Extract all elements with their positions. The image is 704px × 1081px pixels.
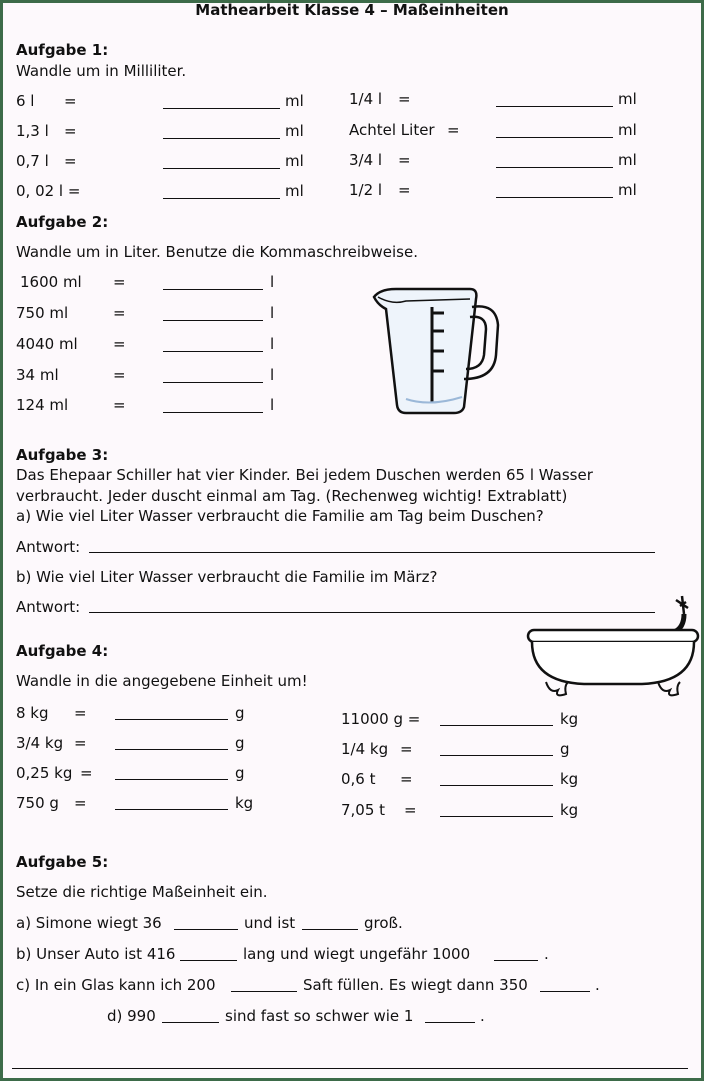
sentence-part: . (595, 976, 600, 994)
task1-instruction: Wandle um in Milliliter. (16, 62, 187, 80)
sentence-part: . (480, 1007, 485, 1025)
task1-left-eq: = (64, 152, 77, 170)
task1-right-eq: = (398, 181, 411, 199)
sentence-part: d) 990 (107, 1007, 156, 1025)
answer-blank[interactable] (163, 198, 280, 199)
answer-blank[interactable] (231, 991, 297, 992)
page-title: Mathearbeit Klasse 4 – Maßeinheiten (195, 1, 509, 19)
task1-left-expr: 0, 02 l = (16, 182, 81, 200)
task4-right-eq: = (400, 740, 413, 758)
answer-line-a[interactable] (89, 552, 655, 553)
task4-heading: Aufgabe 4: (16, 642, 109, 660)
task2-unit: l (270, 273, 275, 291)
task1-right-unit: ml (618, 151, 637, 169)
answer-blank[interactable] (163, 138, 280, 139)
task1-right-expr: 1/4 l (349, 90, 383, 108)
task5-instruction: Setze die richtige Maßeinheit ein. (16, 883, 268, 901)
answer-blank[interactable] (163, 382, 263, 383)
task4-left-unit: g (235, 704, 245, 722)
answer-label: Antwort: (16, 598, 81, 616)
task1-left-eq: = (64, 122, 77, 140)
sentence-part: c) In ein Glas kann ich 200 (16, 976, 216, 994)
task2-expr: 34 ml (16, 366, 59, 384)
answer-blank[interactable] (440, 755, 553, 756)
task1-left-unit: ml (285, 92, 304, 110)
task3-text-line2: verbraucht. Jeder duscht einmal am Tag. (Rechenweg wichtig! Extrablatt) (16, 487, 568, 505)
answer-blank[interactable] (440, 725, 553, 726)
task4-right-eq: = (404, 801, 417, 819)
task3-question-a: a) Wie viel Liter Wasser verbraucht die Familie am Tag beim Duschen? (16, 507, 544, 525)
task2-expr: 4040 ml (16, 335, 78, 353)
task4-right-unit: g (560, 740, 570, 758)
sentence-part: und ist (244, 914, 296, 932)
task1-left-unit: ml (285, 182, 304, 200)
task4-right-eq: = (400, 770, 413, 788)
sentence-part: lang und wiegt ungefähr 1000 (243, 945, 471, 963)
task3-heading: Aufgabe 3: (16, 446, 109, 464)
task1-left-expr: 0,7 l (16, 152, 49, 170)
task1-right-expr: 1/2 l (349, 181, 383, 199)
task1-left-eq: = (64, 92, 77, 110)
task2-eq: = (113, 304, 126, 322)
sentence-part: sind fast so schwer wie 1 (225, 1007, 414, 1025)
task2-unit: l (270, 396, 275, 414)
task1-left-expr: 6 l (16, 92, 35, 110)
task4-left-eq: = (80, 764, 93, 782)
answer-blank[interactable] (180, 960, 237, 961)
answer-blank[interactable] (494, 960, 538, 961)
task4-left-expr: 8 kg (16, 704, 49, 722)
measuring-jug-icon (366, 283, 506, 415)
task4-right-expr: 1/4 kg (341, 740, 389, 758)
answer-blank[interactable] (162, 1022, 219, 1023)
answer-blank[interactable] (496, 197, 613, 198)
answer-blank[interactable] (302, 929, 358, 930)
task4-left-expr: 0,25 kg (16, 764, 73, 782)
task4-left-expr: 3/4 kg (16, 734, 64, 752)
answer-blank[interactable] (163, 320, 263, 321)
task2-heading: Aufgabe 2: (16, 213, 109, 231)
task4-right-expr: 11000 g = (341, 710, 421, 728)
answer-blank[interactable] (540, 991, 590, 992)
sentence-part: . (544, 945, 549, 963)
task4-right-unit: kg (560, 801, 579, 819)
task4-left-eq: = (74, 704, 87, 722)
task4-right-unit: kg (560, 710, 579, 728)
task2-eq: = (113, 396, 126, 414)
task4-right-unit: kg (560, 770, 579, 788)
task2-eq: = (113, 335, 126, 353)
task4-right-expr: 0,6 t (341, 770, 376, 788)
sentence-part: a) Simone wiegt 36 (16, 914, 162, 932)
task1-left-unit: ml (285, 152, 304, 170)
answer-blank[interactable] (440, 816, 553, 817)
answer-blank[interactable] (115, 749, 228, 750)
task4-instruction: Wandle in die angegebene Einheit um! (16, 672, 308, 690)
task2-expr: 750 ml (16, 304, 69, 322)
task4-left-unit: kg (235, 794, 254, 812)
answer-blank[interactable] (163, 108, 280, 109)
answer-label: Antwort: (16, 538, 81, 556)
task1-right-expr: 3/4 l (349, 151, 383, 169)
sentence-part: Saft füllen. Es wiegt dann 350 (303, 976, 528, 994)
sentence-part: groß. (364, 914, 403, 932)
task1-left-expr: 1,3 l (16, 122, 49, 140)
task1-right-eq: = (398, 90, 411, 108)
task2-unit: l (270, 304, 275, 322)
answer-blank[interactable] (496, 137, 613, 138)
task1-right-unit: ml (618, 121, 637, 139)
task1-left-unit: ml (285, 122, 304, 140)
answer-blank[interactable] (115, 779, 228, 780)
task1-right-expr: Achtel Liter (349, 121, 435, 139)
answer-blank[interactable] (163, 351, 263, 352)
task1-right-unit: ml (618, 181, 637, 199)
answer-blank[interactable] (425, 1022, 475, 1023)
task4-left-unit: g (235, 734, 245, 752)
task5-heading: Aufgabe 5: (16, 853, 109, 871)
answer-blank[interactable] (163, 289, 263, 290)
answer-blank[interactable] (163, 168, 280, 169)
task2-expr: 1600 ml (20, 273, 82, 291)
task2-unit: l (270, 366, 275, 384)
task1-right-unit: ml (618, 90, 637, 108)
answer-blank[interactable] (174, 929, 238, 930)
task2-eq: = (113, 273, 126, 291)
answer-blank[interactable] (115, 809, 228, 810)
task2-instruction: Wandle um in Liter. Benutze die Kommaschreibweise. (16, 243, 418, 261)
task4-left-eq: = (74, 794, 87, 812)
answer-blank[interactable] (440, 785, 553, 786)
task4-left-expr: 750 g (16, 794, 59, 812)
task3-question-b: b) Wie viel Liter Wasser verbraucht die Familie im März? (16, 568, 438, 586)
bathtub-icon (524, 594, 702, 700)
task2-unit: l (270, 335, 275, 353)
task4-right-expr: 7,05 t (341, 801, 386, 819)
answer-blank[interactable] (496, 106, 613, 107)
task1-right-eq: = (447, 121, 460, 139)
task2-expr: 124 ml (16, 396, 69, 414)
task1-heading: Aufgabe 1: (16, 41, 109, 59)
answer-blank[interactable] (163, 412, 263, 413)
bottom-rule (12, 1068, 688, 1069)
answer-blank[interactable] (496, 167, 613, 168)
task2-eq: = (113, 366, 126, 384)
answer-blank[interactable] (115, 719, 228, 720)
task4-left-eq: = (74, 734, 87, 752)
task4-left-unit: g (235, 764, 245, 782)
task3-text-line1: Das Ehepaar Schiller hat vier Kinder. Bei jedem Duschen werden 65 l Wasser (16, 466, 593, 484)
task1-right-eq: = (398, 151, 411, 169)
sentence-part: b) Unser Auto ist 416 (16, 945, 176, 963)
